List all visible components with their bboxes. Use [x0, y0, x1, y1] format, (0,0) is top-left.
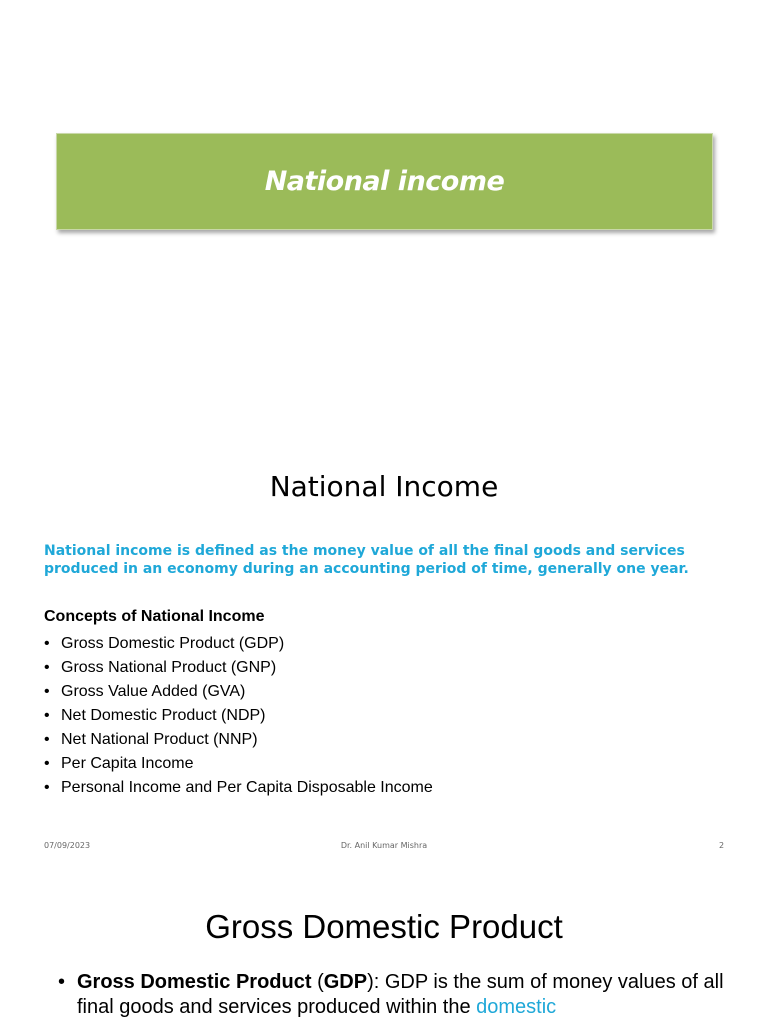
list-item: • Gross Domestic Product (GDP) — [44, 632, 433, 656]
list-item: • Gross National Product (GNP) — [44, 656, 433, 680]
list-item: • Net Domestic Product (NDP) — [44, 704, 433, 728]
bullet-icon: • — [44, 707, 50, 724]
domestic-highlight: domestic — [476, 996, 557, 1018]
slide-1-title: National income — [264, 166, 505, 197]
bullet-icon: • — [44, 731, 50, 748]
slide-3 — [0, 890, 768, 1024]
slide-2-title: National Income — [269, 470, 499, 503]
bullet-icon: • — [58, 971, 66, 993]
footer-author: Dr. Anil Kumar Mishra — [340, 841, 428, 850]
bullet-icon: • — [44, 755, 50, 772]
list-item: • Gross Value Added (GVA) — [44, 680, 433, 704]
slide-1 — [0, 0, 768, 400]
gdp-definition-text: Gross Domestic Product (GDP): GDP is the sum of money values of all final goods and services produced within the domestic — [77, 971, 724, 1018]
bullet-icon: • — [44, 779, 50, 796]
footer-date: 07/09/2023 — [44, 841, 91, 850]
title-box — [56, 133, 713, 230]
slide-3-title: Gross Domestic Product — [205, 908, 563, 945]
slide-2 — [0, 440, 768, 860]
definition-text: National income is defined as the money value of all the final goods and services produced in an economy during an accounting period of time, generally one year. — [44, 543, 689, 577]
footer-page-number: 2 — [719, 841, 725, 850]
list-item: • Per Capita Income — [44, 752, 433, 776]
bullet-icon: • — [44, 635, 50, 652]
concepts-list — [44, 632, 433, 800]
gdp-definition — [58, 970, 748, 1020]
bullet-icon: • — [44, 659, 50, 676]
list-item: • Net National Product (NNP) — [44, 728, 433, 752]
concepts-heading: Concepts of National Income — [44, 608, 265, 625]
list-item: • Personal Income and Per Capita Disposable Income — [44, 776, 433, 800]
bullet-icon: • — [44, 683, 50, 700]
